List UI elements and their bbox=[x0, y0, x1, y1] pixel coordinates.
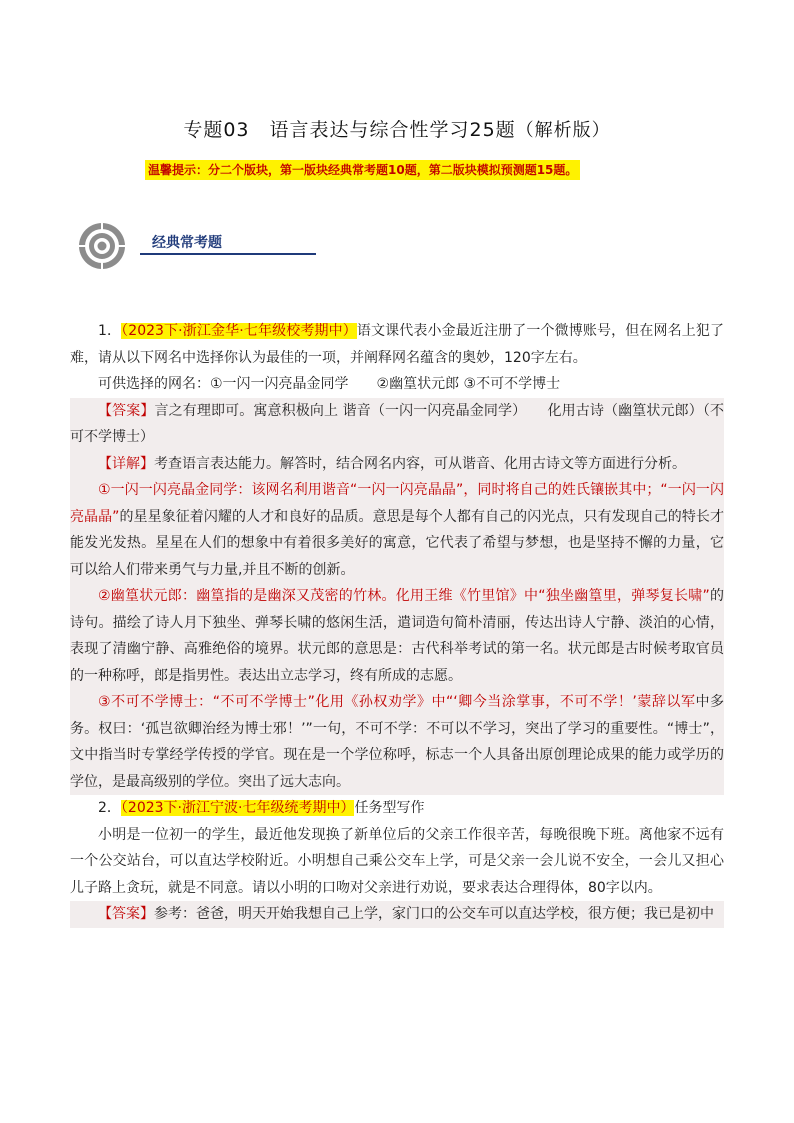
question-2-stem: 任务型写作 bbox=[354, 800, 425, 816]
question-1-answer bbox=[70, 398, 724, 451]
question-2-body: 小明是一位初一的学生，最近他发现换了新单位后的父亲工作很辛苦，每晚很晚下班。离他家不远有一个公交站台，可以直达学校附近。小明想自己乘公交车上学，可是父亲一会儿说不安全，一会儿又担心儿子路上贪玩，就是不同意。请以小明的口吻对父亲进行劝说，要求表达合理得体，80字以内。 bbox=[70, 826, 724, 896]
detail-paragraph-3 bbox=[70, 689, 724, 795]
question-2-source: （2023下·浙江宁波·七年级统考期中） bbox=[120, 800, 355, 816]
question-1-stem: 语文课代表小金最近注册了一个微博账号，但在网名上犯了难，请从以下网名中选择你认为最佳的一项，并阐释网名蕴含的奥妙，120字左右。 bbox=[70, 323, 724, 366]
section-underline bbox=[140, 253, 316, 255]
question-1-options: 可供选择的网名：①一闪一闪亮晶金同学 ②幽篁状元郎 ③不可不学博士 bbox=[98, 376, 561, 392]
detail-paragraph-3-body: 中多务。权曰：‘孤岂欲卿治经为博士邪！’”一句，不可不学：不可以不学习，突出了学习的重要性。“博士”，文中指当时专掌经学传授的学官。现在是一个学位称呼，标志一个人具备出原创理论成果的能力或学历的学位，是最高级别的学位。突出了远大志向。 bbox=[70, 694, 725, 790]
question-1 bbox=[70, 318, 724, 371]
page-title bbox=[0, 115, 794, 142]
detail-paragraph-1-lead: ①一闪一闪亮晶金同学：该网名利用谐音“一闪一闪亮晶晶”，同时将自己的姓氏镶嵌其中；“一闪一闪亮晶晶” bbox=[70, 482, 724, 525]
question-2 bbox=[70, 795, 724, 822]
target-icon bbox=[78, 222, 126, 270]
section-header bbox=[78, 222, 258, 270]
detail-paragraph-1-body: 的星星象征着闪耀的人才和良好的品质。意思是每个人都有自己的闪光点，只有发现自己的特长才能发光发热。星星在人们的想象中有着很多美好的寓意，它代表了希望与梦想，也是坚持不懈的力量，它可以给人们带来勇气与力量,并且不断的创新。 bbox=[70, 508, 724, 578]
answer-tag: 【答案】 bbox=[98, 402, 155, 419]
question-2-answer bbox=[70, 901, 724, 928]
question-2-answer-block bbox=[70, 901, 724, 928]
detail-paragraph-2-body: 的诗句。描绘了诗人月下独坐、弹琴长啸的悠闲生活，遣词造句简朴清丽，传达出诗人宁静、淡泊的心情，表现了清幽宁静、高雅绝俗的境界。状元郎的意思是：古代科举考试的第一名。状元郎是古时候考取官员的一种称呼，郎是指男性。表达出立志学习，终有所成的志愿。 bbox=[70, 588, 724, 684]
detail-text: 考查语言表达能力。解答时，结合网名内容，可从谐音、化用古诗文等方面进行分析。 bbox=[154, 455, 686, 472]
detail-tag: 【详解】 bbox=[98, 455, 154, 472]
question-1-answer-block bbox=[70, 398, 724, 796]
question-1-source: （2023下·浙江金华·七年级校考期中） bbox=[121, 323, 357, 339]
answer-tag: 【答案】 bbox=[98, 906, 154, 922]
title-main: 专题03 语言表达与综合性学习25题 bbox=[183, 119, 516, 141]
detail-paragraph-3-lead: ③不可不学博士：“不可不学博士”化用《孙权劝学》中“‘卿今当涂掌事，不可不学！’蒙辞以军 bbox=[98, 694, 696, 710]
detail-paragraph-2 bbox=[70, 583, 724, 689]
answer-text: 言之有理即可。寓意积极向上 谐音（一闪一闪亮晶金同学） 化用古诗（幽篁状元郎）（不可不学博士） bbox=[70, 402, 725, 445]
question-1-number: 1． bbox=[98, 323, 122, 339]
title-subtitle: （解析版） bbox=[515, 120, 611, 141]
answer-text: 参考：爸爸，明天开始我想自己上学，家门口的公交车可以直达学校，很方便；我已是初中 bbox=[154, 906, 714, 922]
tip-banner: 温馨提示：分二个版块，第一版块经典常考题10题，第二版块模拟预测题15题。 bbox=[145, 160, 580, 180]
section-label: 经典常考题 bbox=[152, 235, 222, 251]
detail-paragraph-1 bbox=[70, 477, 724, 583]
question-1-detail bbox=[70, 451, 724, 478]
question-2-number: 2． bbox=[98, 800, 121, 816]
detail-paragraph-2-lead: ②幽篁状元郎：幽篁指的是幽深又茂密的竹林。化用王维《竹里馆》中“独坐幽篁里，弹琴复长啸” bbox=[98, 588, 710, 604]
content bbox=[70, 318, 724, 928]
